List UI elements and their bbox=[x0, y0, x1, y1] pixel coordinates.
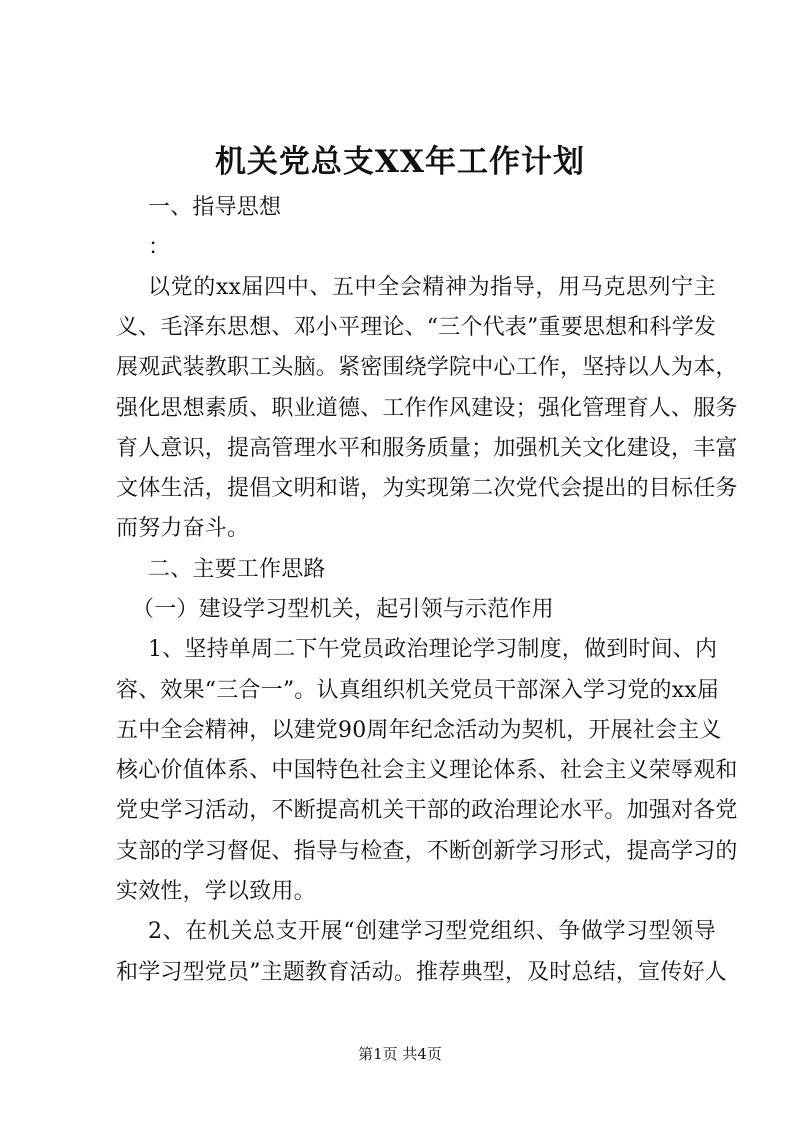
para-2-line-4: 核心价值体系、中国特色社会主义理论体系、社会主义荣辱观和 bbox=[116, 758, 738, 783]
heading-main-work-ideas: 二、主要工作思路 bbox=[148, 557, 326, 582]
heading-guiding-ideology: 一、指导思想 bbox=[148, 195, 282, 220]
para-2-line-1: 1、坚持单周二下午党员政治理论学习制度，做到时间、内 bbox=[148, 637, 718, 662]
colon-line: ： bbox=[148, 235, 171, 260]
para-1-line-7: 而努力奋斗。 bbox=[116, 516, 250, 541]
page-footer: 第1页 共4页 bbox=[358, 1045, 442, 1063]
para-1-line-3: 展观武装教职工头脑。紧密围绕学院中心工作，坚持以人为本， bbox=[116, 355, 738, 380]
para-2-line-5: 党史学习活动，不断提高机关干部的政治理论水平。加强对各党 bbox=[116, 798, 738, 823]
para-2-line-7: 实效性，学以致用。 bbox=[116, 879, 316, 904]
para-2-line-3: 五中全会精神，以建党90周年纪念活动为契机，开展社会主义 bbox=[116, 718, 722, 743]
para-1-line-5: 育人意识，提高管理水平和服务质量；加强机关文化建设，丰富 bbox=[116, 436, 738, 461]
para-2-line-6: 支部的学习督促、指导与检查，不断创新学习形式，提高学习的 bbox=[116, 839, 738, 864]
para-1-line-1: 以党的xx届四中、五中全会精神为指导，用马克思列宁主 bbox=[148, 275, 716, 300]
document-title: 机关党总支XX年工作计划 bbox=[214, 144, 586, 180]
para-1-line-6: 文体生活，提倡文明和谐，为实现第二次党代会提出的目标任务 bbox=[116, 476, 738, 501]
para-1-line-2: 义、毛泽东思想、邓小平理论、“三个代表”重要思想和科学发 bbox=[116, 315, 717, 340]
para-3-line-2: 和学习型党员”主题教育活动。推荐典型，及时总结，宣传好人 bbox=[116, 960, 727, 985]
para-1-line-4: 强化思想素质、职业道德、工作作风建设；强化管理育人、服务 bbox=[116, 396, 738, 421]
subheading-learning-organ: （一）建设学习型机关，起引领与示范作用 bbox=[132, 597, 554, 622]
para-2-line-2: 容、效果“三合一”。认真组织机关党员干部深入学习党的xx届 bbox=[116, 678, 720, 703]
para-3-line-1: 2、在机关总支开展“创建学习型党组织、争做学习型领导 bbox=[148, 919, 716, 944]
